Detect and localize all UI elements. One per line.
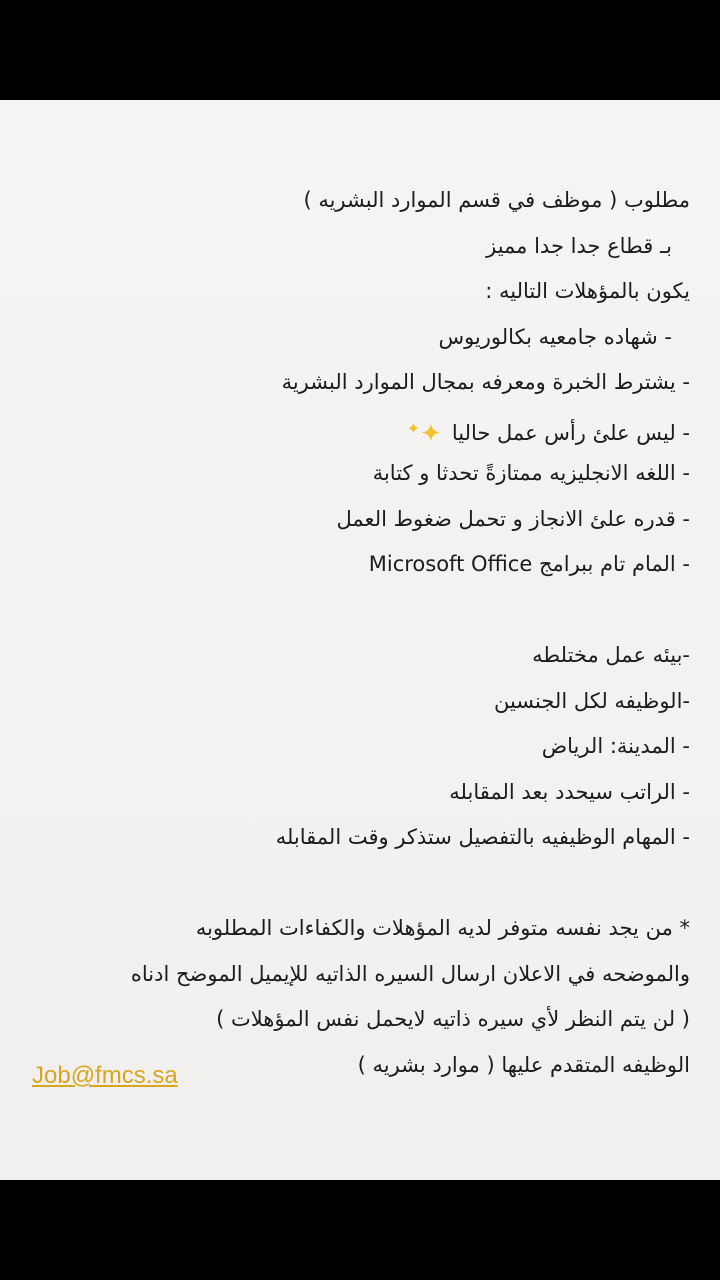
note-page [0,100,720,1180]
qualification-item: - شهاده جامعيه بكالوريوس [438,324,672,349]
email-link[interactable]: Job@fmcs.sa [32,1062,178,1089]
detail-item: - الراتب سيحدد بعد المقابله [449,779,690,804]
spacer [25,861,690,907]
detail-item: - المدينة: الرياض [541,734,690,758]
application-note-line: والموضحه في الاعلان ارسال السيره الذاتيه للإيميل الموضح ادناه [130,961,690,986]
qualification-item: - اللغه الانجليزيه ممتازةً تحدثا و كتابة [372,461,690,485]
sparkles-icon: ✦✦ [406,418,442,449]
qualifications-intro: يكون بالمؤهلات التاليه : [485,279,690,303]
qualification-item: - قدره علئ الانجاز و تحمل ضغوط العمل [336,506,690,531]
detail-item: -الوظيفه لكل الجنسين [493,688,690,713]
detail-item: - المهام الوظيفيه بالتفصيل ستذكر وقت المقابله [275,825,690,849]
detail-item: -بيئه عمل مختلطه [532,643,690,667]
application-note-line: * من يجد نفسه متوفر لديه المؤهلات والكفاءات المطلوبه [195,916,690,940]
qualification-item: - المام تام ببرامج Microsoft Office [368,552,690,576]
qualification-item-with-emoji [25,406,690,452]
application-note-line: الوظيفه المتقدم عليها ( موارد بشريه ) [357,1052,690,1077]
qualification-item: - يشترط الخبرة ومعرفه بمجال الموارد البشرية [281,370,690,394]
job-sector: بـ قطاع جدا جدا مميز [486,233,672,258]
qualification-item: - ليس علئ رأس عمل حاليا [451,420,690,445]
job-title: مطلوب ( موظف في قسم الموارد البشريه ) [303,188,690,212]
job-post-body [25,178,690,1088]
application-note-line: ( لن يتم النظر لأي سيره ذاتيه لايحمل نفس المؤهلات ) [216,1007,690,1031]
spacer [25,588,690,634]
